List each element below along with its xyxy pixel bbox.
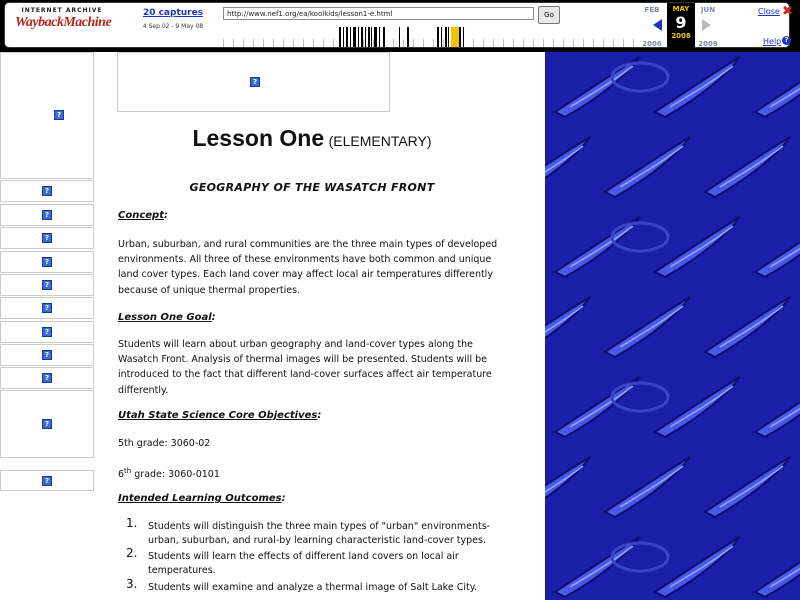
sparkline-tick (313, 39, 314, 47)
nav-item[interactable] (0, 227, 94, 249)
broken-image-icon: ? (42, 327, 52, 337)
broken-image-icon: ? (42, 419, 52, 429)
sparkline-tick (603, 39, 604, 47)
sparkline-tick (413, 39, 414, 47)
sparkline-tick (543, 39, 544, 47)
concept-heading-text: Concept (118, 210, 164, 221)
grade6-rest: grade: 3060-0101 (131, 469, 220, 481)
sparkline-bar (343, 27, 344, 47)
sparkline-tick (293, 39, 294, 47)
outcome-text: Students will learn the effects of different land covers on local air temperatures. (148, 551, 459, 576)
sparkline-tick (303, 39, 304, 47)
sparkline-bar (361, 27, 363, 47)
prev-month-column[interactable] (637, 6, 667, 48)
sparkline-bar (445, 27, 447, 47)
captures-link[interactable]: 20 captures (142, 8, 204, 18)
sparkline-tick (283, 39, 284, 47)
sparkline-tick (633, 39, 634, 47)
concept-paragraph: Urban, suburban, and rural communities are the three main types of developed environments. All three of these environments have both common and unique land cover types. Each land cover may affect local air temperatures differently because of unique thermal properties. (118, 239, 498, 296)
objectives-heading-text: Utah State Science Core Objectives (118, 410, 318, 421)
sparkline-tick (393, 39, 394, 47)
sparkline-bar (368, 27, 370, 47)
current-year: 2008 (671, 32, 691, 40)
prev-year-label: 2006 (642, 40, 662, 48)
title-text: Lesson One (192, 125, 325, 151)
broken-image-icon: ? (42, 373, 52, 383)
title-suffix: (ELEMENTARY) (328, 133, 432, 149)
objectives-heading-colon: : (317, 410, 322, 421)
logo-main-text: WaybackMachine (15, 15, 112, 30)
prev-month-label: FEB (644, 6, 660, 14)
outcomes-heading-colon: : (281, 493, 286, 504)
outcome-text: Students will examine and analyze a thermal image of Salt Lake City. (148, 582, 477, 593)
sparkline-tick (583, 39, 584, 47)
sparkline-bar (358, 27, 359, 47)
sparkline-tick (433, 39, 434, 47)
sparkline-tick (503, 39, 504, 47)
sparkline-bar (463, 27, 464, 47)
outcome-number: 1. (126, 516, 138, 530)
next-month-column (693, 6, 723, 48)
goal-heading-colon: : (211, 312, 216, 323)
sparkline-tick (243, 39, 244, 47)
outcomes-heading (118, 493, 286, 504)
grade6-sup: th (124, 467, 132, 475)
close-icon[interactable]: ✖ (782, 4, 793, 19)
sparkline-tick (233, 39, 234, 47)
sparkline-tick (253, 39, 254, 47)
outcome-number: 3. (126, 577, 138, 591)
capture-sparkline[interactable] (223, 27, 641, 47)
broken-image-icon: ? (54, 110, 64, 120)
wayback-panel (4, 2, 793, 48)
grade5-objective: 5th grade: 3060-02 (118, 438, 211, 449)
sparkline-bar (339, 27, 341, 47)
sparkline-bar (459, 27, 461, 47)
outcome-number: 2. (126, 546, 138, 560)
help-icon[interactable]: ? (782, 36, 791, 45)
go-button[interactable]: Go (538, 6, 560, 24)
header-image-frame (117, 52, 390, 112)
captures-info (123, 8, 223, 30)
outcome-item (118, 516, 518, 546)
nav-image-medium[interactable] (0, 390, 94, 458)
broken-image-icon: ? (250, 77, 260, 87)
sparkline-bar (353, 27, 356, 47)
outcome-item (118, 546, 518, 576)
current-month: MAY (672, 5, 690, 13)
nav-image-bottom[interactable] (0, 470, 94, 491)
sparkline-bar (374, 27, 377, 47)
prev-capture-arrow-icon[interactable] (653, 19, 662, 31)
sparkline-tick (223, 39, 224, 47)
goal-heading (118, 312, 216, 323)
goal-paragraph: Students will learn about urban geography and land-cover types along the Wasatch Front. Analysis of thermal images will be presented. Students will be introduced to the fact that different land-cover surfaces affect air temperature differently. (118, 339, 492, 396)
sparkline-tick (323, 39, 324, 47)
sparkline-tick (533, 39, 534, 47)
sparkline-bar (379, 27, 380, 47)
broken-image-icon: ? (42, 303, 52, 313)
broken-image-icon: ? (42, 280, 52, 290)
nav-item[interactable] (0, 297, 94, 319)
grade6-number: 6 (118, 469, 125, 481)
nav-item[interactable] (0, 180, 94, 202)
wayback-logo[interactable] (15, 7, 112, 43)
page-title (117, 125, 507, 152)
sparkline-current-bar (451, 27, 459, 47)
sparkline-tick (443, 39, 444, 47)
next-year-label: 2009 (698, 40, 718, 48)
broken-image-icon: ? (42, 210, 52, 220)
url-input[interactable]: http://www.nef1.org/ea/koolkids/lesson1-e.html (223, 7, 534, 20)
concept-heading-colon: : (163, 210, 168, 221)
sparkline-tick (553, 39, 554, 47)
sparkline-bar (437, 27, 439, 47)
broken-image-icon: ? (42, 257, 52, 267)
sparkline-tick (263, 39, 264, 47)
page-subtitle: GEOGRAPHY OF THE WASATCH FRONT (189, 181, 435, 194)
next-month-label: JUN (700, 6, 716, 14)
sparkline-bar (407, 27, 409, 47)
close-link[interactable]: Close (758, 7, 780, 16)
next-capture-arrow-icon (702, 19, 711, 31)
concept-heading (118, 210, 168, 221)
current-day: 9 (675, 13, 687, 32)
nav-image-large[interactable] (0, 52, 94, 179)
wayback-toolbar (0, 0, 800, 52)
sparkline-tick (613, 39, 614, 47)
sparkline-tick (513, 39, 514, 47)
sparkline-bar (383, 27, 385, 47)
sparkline-bar (399, 27, 400, 47)
sparkline-tick (523, 39, 524, 47)
sparkline-bar (371, 27, 372, 47)
grade6-objective (118, 464, 510, 482)
sparkline-bar (448, 27, 449, 47)
nav-item[interactable] (0, 367, 94, 389)
decorative-background-panel (545, 52, 800, 600)
sparkline-tick (423, 39, 424, 47)
broken-image-icon: ? (42, 186, 52, 196)
goal-heading-text: Lesson One Goal (118, 312, 212, 323)
nav-item[interactable] (0, 274, 94, 296)
sparkline-tick (483, 39, 484, 47)
objectives-heading (118, 410, 321, 421)
sparkline-bar (441, 27, 442, 47)
nav-item[interactable] (0, 251, 94, 273)
nav-item[interactable] (0, 204, 94, 226)
sparkline-bar (346, 27, 348, 47)
sparkline-tick (333, 39, 334, 47)
current-capture-date (667, 3, 695, 48)
sparkline-tick (403, 39, 404, 47)
nav-item[interactable] (0, 321, 94, 343)
broken-image-icon: ? (42, 350, 52, 360)
sparkline-tick (363, 39, 364, 47)
broken-image-icon: ? (42, 476, 52, 486)
outcomes-heading-text: Intended Learning Outcomes (118, 493, 282, 504)
decorative-pattern (545, 52, 800, 600)
sparkline-tick (573, 39, 574, 47)
nav-item[interactable] (0, 344, 94, 366)
sparkline-tick (473, 39, 474, 47)
sparkline-bar (350, 27, 351, 47)
outcome-item (118, 579, 518, 593)
sparkline-tick (563, 39, 564, 47)
sparkline-tick (493, 39, 494, 47)
sparkline-tick (593, 39, 594, 47)
help-link[interactable]: Help (763, 37, 782, 46)
logo-top-text: INTERNET ARCHIVE (21, 7, 103, 14)
sparkline-tick (273, 39, 274, 47)
capture-range: 4 Sep 02 - 9 May 08 (142, 23, 204, 30)
sparkline-tick (623, 39, 624, 47)
sparkline-bar (365, 27, 366, 47)
outcome-text: Students will distinguish the three main types of "urban" environments-urban, suburban, and rural-by learning characteristic land-cover types. (148, 521, 491, 546)
broken-image-icon: ? (42, 233, 52, 243)
